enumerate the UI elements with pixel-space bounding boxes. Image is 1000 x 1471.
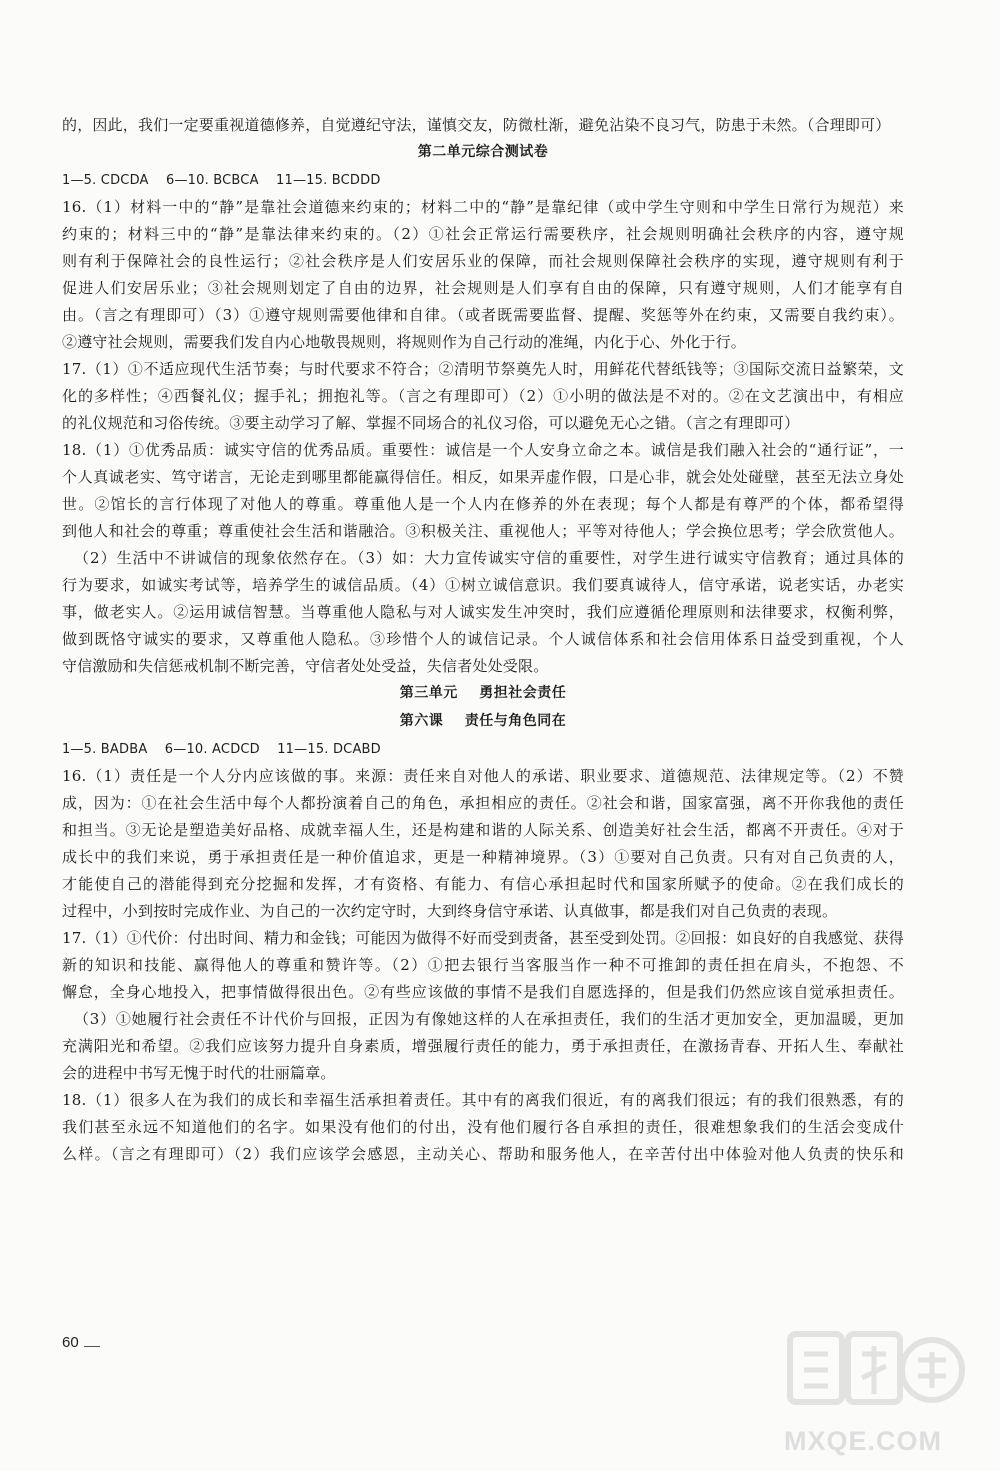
answer-paragraph: [62, 437, 904, 680]
text-line: 17.（1）①代价：付出时间、精力和金钱；可能因为做得不好而受到责备，甚至受到处罚。②回报：如良好的自我感觉、获得: [62, 929, 904, 947]
text-line: 过程中，小到按时完成作业、为自己的一次约定守时，大到终身信守承诺、认真做事，都是我们对自己负责的表现。: [62, 902, 838, 920]
section-heading: 第二单元综合测试卷: [417, 144, 549, 160]
text-line: 新的知识和技能、赢得他人的尊重和赞许等。（2）①把去银行当客服当作一种不可推卸的责任担在肩头，不抱怨、不: [62, 956, 904, 974]
answer-paragraph: [62, 356, 904, 437]
text-line: 16.（1）材料一中的“静”是靠社会道德来约束的；材料二中的“静”是靠纪律（或中学生守则和中学生日常行为规范）来: [62, 198, 904, 216]
answer-paragraph: [62, 194, 904, 356]
text-line: 么样。（言之有理即可）（2）我们应该学会感恩，主动关心、帮助和服务他人，在辛苦付出中体验对他人负责的快乐和: [62, 1145, 904, 1163]
section-heading: 第三单元 勇担社会责任: [399, 685, 567, 701]
text-line: 则有利于保障社会的良性运行；②社会秩序是人们安居乐业的保障，而社会规则保障社会秩序的实现，遵守规则有利于: [62, 252, 904, 270]
page-number: 60: [62, 1334, 79, 1351]
text-line: 个人真诚老实、笃守诺言，无论走到哪里都能赢得信任。相反，如果弄虚作假，口是心非，就会处处碰壁，甚至无法立身处: [62, 468, 904, 486]
text-line: （2）生活中不讲诚信的现象依然存在。（3）如：大力宣传诚实守信的重要性，对学生进行诚实守信教育；通过具体的: [74, 549, 904, 567]
text-line: 世。②馆长的言行体现了对他人的尊重。尊重他人是一个人内在修养的外在表现；每个人都是有尊严的个体，都希望得: [62, 495, 904, 513]
answer-paragraph: [62, 763, 904, 925]
text-line: 约束的；材料三中的“静”是靠法律来约束的。（2）①社会正常运行需要秩序，社会规则明确社会秩序的内容，遵守规: [62, 225, 904, 243]
text-line: 我们甚至永远不知道他们的名字。如果没有他们的付出，没有他们履行各自承担的责任，很难想象我们的生活会变成什: [62, 1118, 904, 1136]
text-line: 化的多样性；④西餐礼仪；握手礼；拥抱礼等。（言之有理即可）（2）①小明的做法是不对的。②在文艺演出中，有相应: [62, 387, 904, 405]
text-line: 16.（1）责任是一个人分内应该做的事。来源：责任来自对他人的承诺、职业要求、道德规范、法律规定等。（2）不赞: [62, 767, 904, 785]
answer-paragraph: [62, 112, 904, 139]
text-line: 和担当。③无论是塑造美好品格、成就幸福人生，还是构建和谐的人际关系、创造美好社会生活，都离不开责任。④对于: [62, 821, 904, 839]
answer-paragraph: [62, 925, 904, 1087]
watermark-logo-icon: [786, 1326, 966, 1414]
text-line: ②遵守社会规则，需要我们发自内心地敬畏规则，将规则作为自己行动的准绳，内化于心、外化于行。: [62, 333, 747, 351]
text-line: 才能使自己的潜能得到充分挖掘和发挥，才有资格、有能力、有信心承担起时代和国家所赋予的使命。②在我们成长的: [62, 875, 904, 893]
text-line: 行为要求，如诚实考试等，培养学生的诚信品质。（4）①树立诚信意识。我们要真诚待人，信守承诺，说老实话，办老实: [62, 576, 904, 594]
watermark-url: MXQE.COM: [784, 1426, 943, 1456]
text-line: 的礼仪规范和习俗传统。③要主动学习了解、掌握不同场合的礼仪习俗，可以避免无心之错。（言之有理即可）: [62, 414, 800, 432]
text-line: 成，因为：①在社会生活中每个人都扮演着自己的角色，承担相应的责任。②社会和谐，国家富强，离不开你我他的责任: [62, 794, 904, 812]
text-line: 充满阳光和希望。②我们应该努力提升自身素质，增强履行责任的能力，勇于承担责任，在激扬青春、开拓人生、奉献社: [62, 1037, 904, 1055]
text-line: 18.（1）①优秀品质：诚实守信的优秀品质。重要性：诚信是一个人安身立命之本。诚信是我们融入社会的“通行证”，一: [62, 441, 904, 459]
text-line: 由。（言之有理即可）（3）①遵守规则需要他律和自律。（或者既需要监督、提醒、奖惩等外在约束，又需要自我约束）。: [62, 306, 904, 324]
multiple-choice-answers: 1—5. BADBA 6—10. ACDCD 11—15. DCABD: [62, 742, 381, 757]
text-line: 到他人和社会的尊重；尊重使社会生活和谐融洽。③积极关注、重视他人；平等对待他人；学会换位思考；学会欣赏他人。: [62, 522, 904, 540]
section-heading: 第六课 责任与角色同在: [399, 713, 567, 729]
text-line: 事，做老实人。②运用诚信智慧。当尊重他人隐私与对人诚实发生冲突时，我们应遵循伦理原则和法律要求，权衡利弊，: [62, 603, 904, 621]
text-line: 守信激励和失信惩戒机制不断完善，守信者处处受益，失信者处处受限。: [62, 657, 549, 675]
text-line: 17.（1）①不适应现代生活节奏；与时代要求不符合；②清明节祭奠先人时，用鲜花代替纸钱等；③国际交流日益繁荣，文: [62, 360, 904, 378]
text-line: 懈怠，全身心地投入，把事情做得很出色。②有些应该做的事情不是我们自愿选择的，但是我们仍然应该自觉承担责任。: [62, 983, 904, 1001]
page-number-dash: [84, 1346, 100, 1347]
text-line: （3）①她履行社会责任不计代价与回报，正因为有像她这样的人在承担责任，我们的生活才更加安全，更加温暖，更加: [74, 1010, 904, 1028]
text-line: 的，因此，我们一定要重视道德修养，自觉遵纪守法，谨慎交友，防微杜渐，避免沾染不良习气，防患于未然。（合理即可）: [62, 116, 891, 134]
answer-key-content: [62, 112, 904, 1168]
watermark: [768, 1326, 978, 1461]
text-line: 18.（1）很多人在为我们的成长和幸福生活承担着责任。其中有的离我们很近，有的离我们很远；有的我们很熟悉，有的: [62, 1091, 904, 1109]
multiple-choice-answers: 1—5. CDCDA 6—10. BCBCA 11—15. BCDDD: [62, 173, 381, 188]
text-line: 成长中的我们来说，勇于承担责任是一种价值追求，更是一种精神境界。（3）①要对自己负责。只有对自己负责的人，: [62, 848, 904, 866]
text-line: 会的进程中书写无愧于时代的壮丽篇章。: [62, 1064, 336, 1082]
answer-paragraph: [62, 1087, 904, 1168]
text-line: 做到既恪守诚实的要求，又尊重他人隐私。③珍惜个人的诚信记录。个人诚信体系和社会信用体系日益受到重视，个人: [62, 630, 904, 648]
text-line: 促进人们安居乐业；③社会规则划定了自由的边界，社会规则是人们享有自由的保障，只有遵守规则，人们才能享有自: [62, 279, 904, 297]
